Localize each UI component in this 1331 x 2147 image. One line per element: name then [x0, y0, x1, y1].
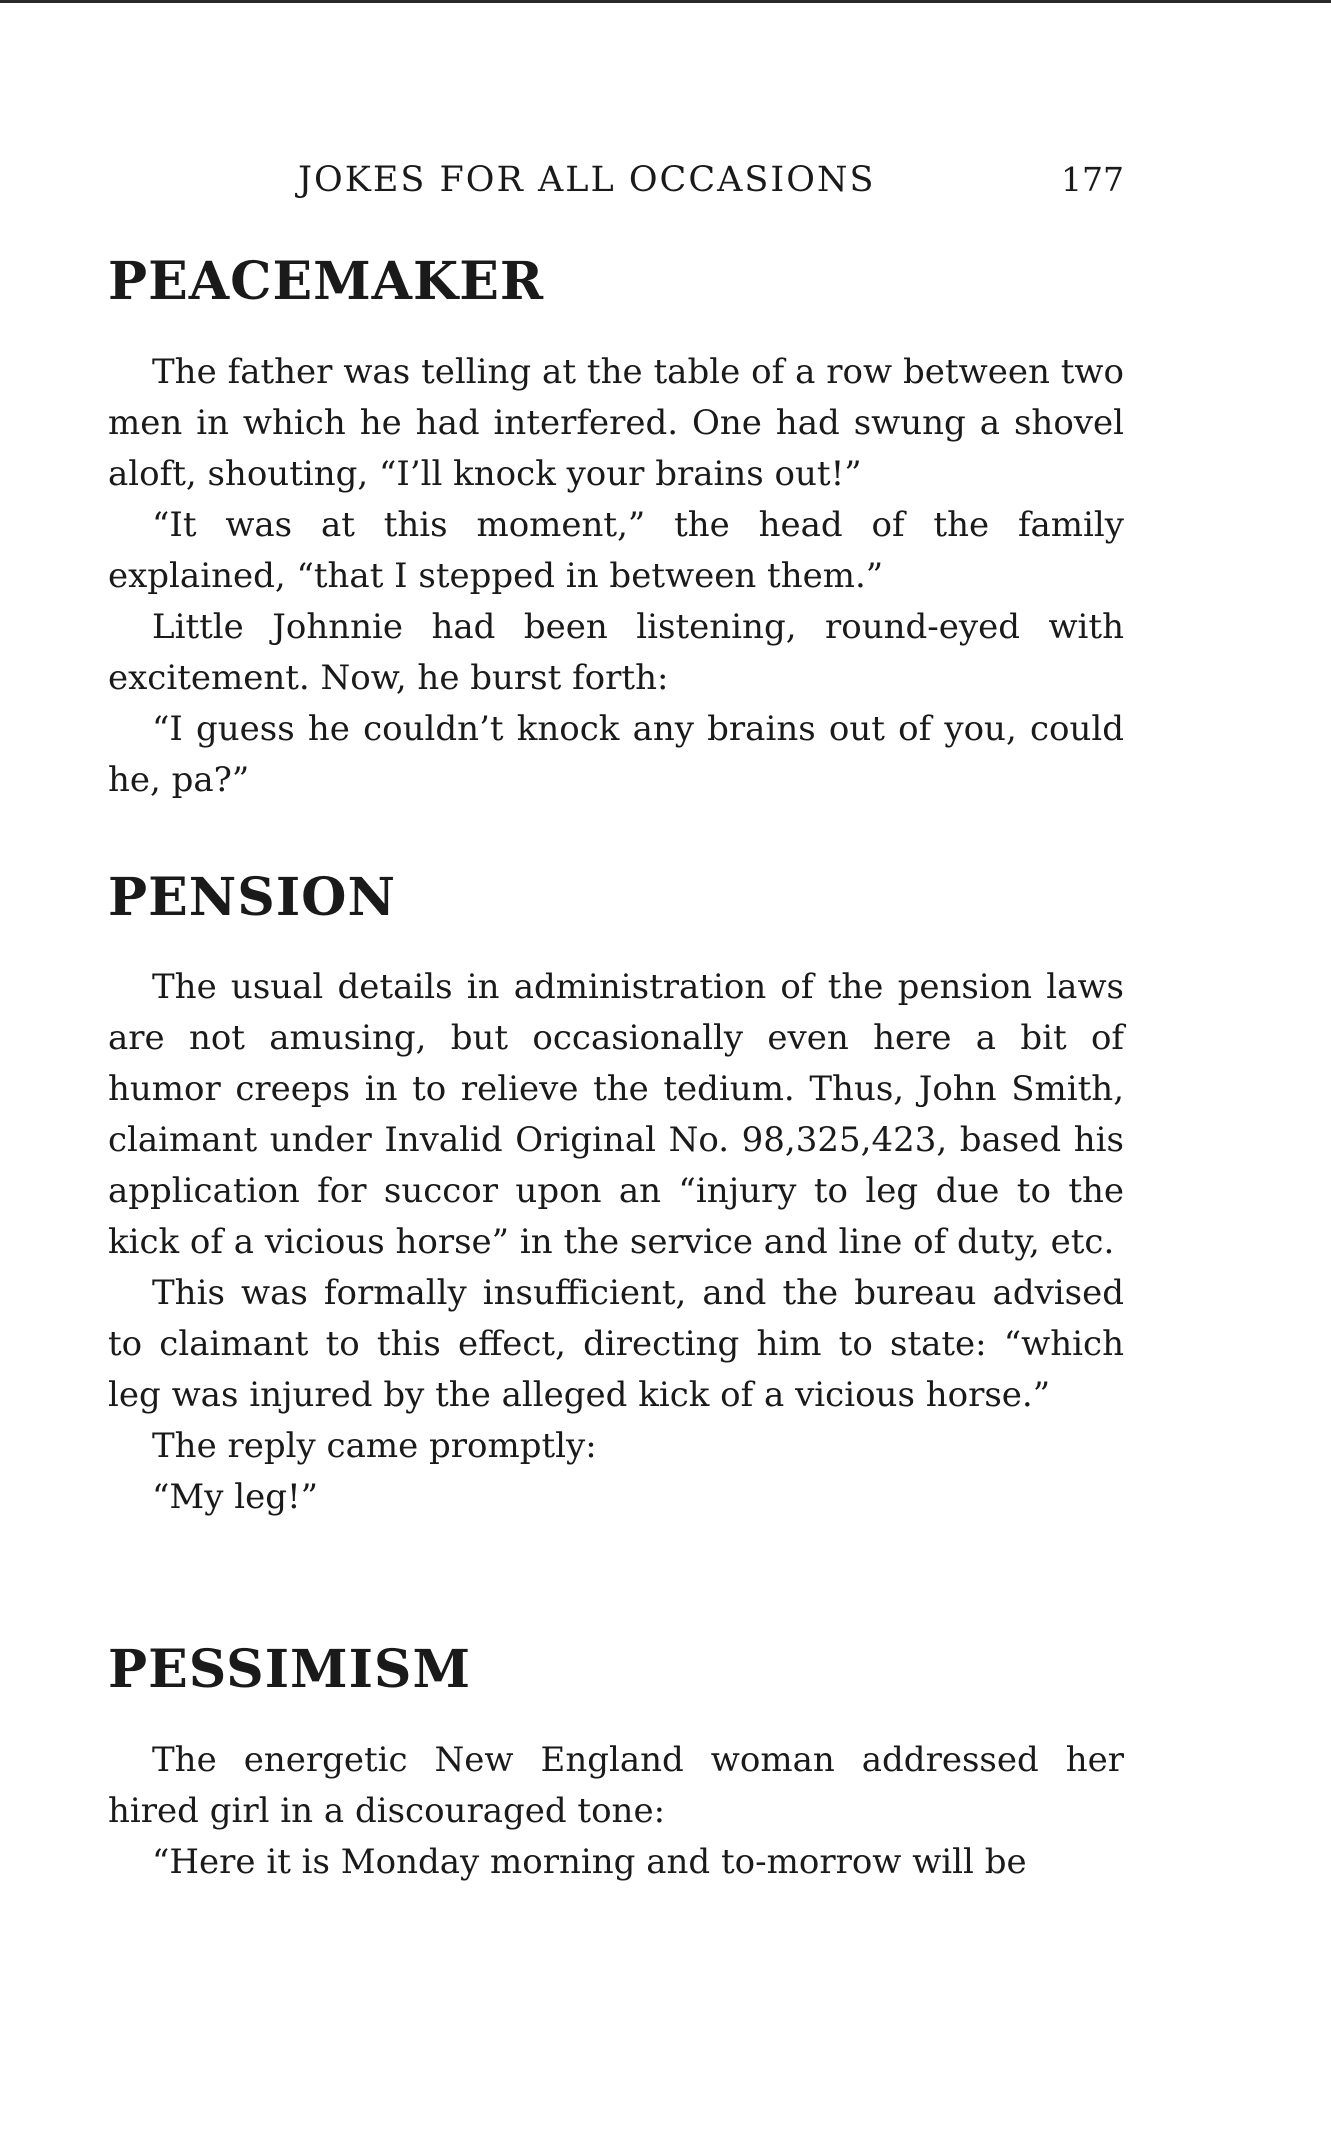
- page-number: 177: [1061, 160, 1124, 199]
- paragraph: The father was telling at the table of a row between two men in which he had interfered. One had swung a shovel aloft, shouting, “I’ll knock your brains out!”: [108, 352, 1124, 494]
- running-title: JOKES FOR ALL OCCASIONS: [298, 160, 876, 200]
- paragraph: “Here it is Monday morning and to-morrow will be: [152, 1842, 1027, 1882]
- paragraph: “It was at this moment,” the head of the family explained, “that I stepped in between them.”: [108, 505, 1124, 596]
- section-heading: PEACEMAKER: [108, 251, 545, 312]
- paragraph: This was formally insufficient, and the bureau advised to claimant to this effect, directing him to state: “which leg was injured by the alleged kick of a vicious horse.”: [108, 1273, 1124, 1415]
- paragraph: Little Johnnie had been listening, round-eyed with excitement. Now, he burst forth:: [108, 607, 1124, 698]
- section-heading: PENSION: [108, 867, 396, 928]
- top-edge-rule: [0, 0, 1331, 3]
- section-peacemaker: [108, 252, 1124, 806]
- paragraph: “My leg!”: [152, 1477, 319, 1517]
- paragraph: The usual details in administration of the pension laws are not amusing, but occasionally even here a bit of humor creeps in to relieve the tedium. Thus, John Smith, claimant under Invalid Original No. 98,325,423, based his application for succor upon an “injury to leg due to the kick of a vicious horse” in the service and line of duty, etc.: [108, 967, 1124, 1262]
- section-pessimism: [108, 1640, 1124, 1888]
- paragraph: “I guess he couldn’t knock any brains out of you, could he, pa?”: [108, 709, 1124, 800]
- paragraph: The reply came promptly:: [152, 1426, 597, 1466]
- running-head: [108, 160, 1124, 200]
- section-pension: [108, 868, 1124, 1523]
- paragraph: The energetic New England woman addressed her hired girl in a discouraged tone:: [108, 1740, 1124, 1831]
- section-heading: PESSIMISM: [108, 1639, 472, 1700]
